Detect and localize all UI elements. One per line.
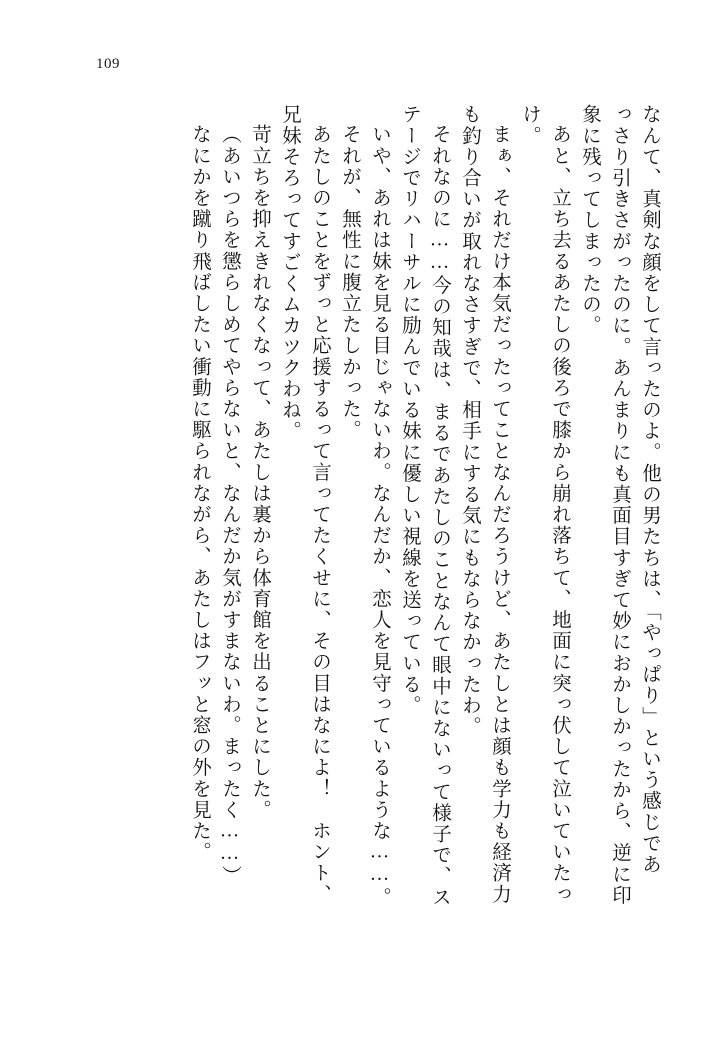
text-line: 象に残ってしまったの。 [579,104,600,337]
text-line: それなのに……今の知哉は、まるであたしのことなんて眼中にないって様子で、ス [429,124,450,908]
text-line: まぁ、それだけ本気だったってことなんだろうけど、あたしとは顔も学力も経済力 [489,124,510,905]
text-line: テージでリハーサルに励んでいる妹に優しい視線を送っている。 [399,104,420,716]
vertical-text-body [56,104,659,964]
text-line: あと、立ち去るあたしの後ろで膝から崩れ落ちて、地面に突っ伏して泣いていたっ [549,124,570,905]
text-line: なにかを蹴り飛ばしたい衝動に駆られながら、あたしはフッと窓の外を見た。 [189,124,210,863]
text-line: け。 [519,104,540,147]
text-line: も釣り合いが取れなさすぎで、相手にする気にもならなかったわ。 [459,104,480,737]
text-line: いや、あれは妹を見る目じゃないわ。なんだか、恋人を見守っているような……。 [369,124,390,908]
text-line: あたしのことをずっと応援するって言ってたくせに、その目はなによ！ ホント、 [309,124,330,905]
page-number: 109 [96,56,120,72]
text-line: なんて、真剣な顔をして言ったのよ。他の男たちは、「やっぱり」という感じであ [639,104,660,875]
text-line: 苛立ちを抑えきれなくなって、あたしは裏から体育館を出ることにした。 [249,124,270,821]
text-line: （あいつらを懲らしめてやらないと、なんだか気がすまないわ。まったく……） [219,124,240,887]
text-line: 兄妹そろってすごくムカツクわね。 [279,104,300,442]
text-line: それが、無性に腹立たしかった。 [339,124,360,441]
text-line: っさり引きさがったのに。あんまりにも真面目すぎて妙におかしかったから、逆に印 [609,104,630,906]
